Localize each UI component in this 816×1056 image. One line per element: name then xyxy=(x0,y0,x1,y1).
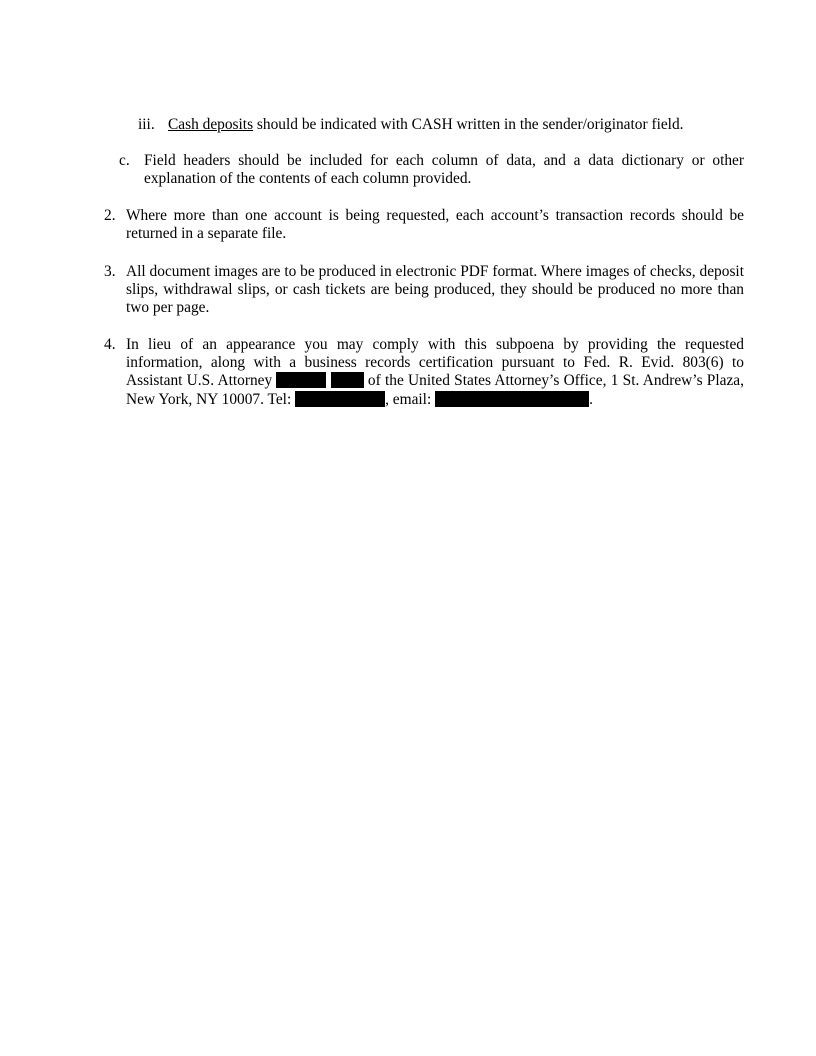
list-item-iii xyxy=(138,116,758,136)
redaction-block xyxy=(276,372,326,388)
item-marker: iii. xyxy=(138,116,155,133)
list-item-3 xyxy=(104,263,745,323)
item-text: Where more than one account is being requested, each account’s transaction records should be returned in a separate file. xyxy=(126,207,744,243)
redaction-block xyxy=(435,391,589,407)
item-marker: 2. xyxy=(104,207,116,224)
item-marker: 3. xyxy=(104,263,116,280)
list-item-2 xyxy=(104,207,745,247)
list-item-4 xyxy=(104,336,745,416)
item-text: Field headers should be included for each column of data, and a data dictionary or other explanation of the contents of each column provided. xyxy=(144,152,744,188)
cash-deposits-underlined: Cash deposits xyxy=(168,116,254,133)
item-text xyxy=(168,116,758,134)
item-marker: 4. xyxy=(104,336,116,353)
redaction-block xyxy=(331,372,364,388)
list-item-c xyxy=(119,152,745,192)
item-marker: c. xyxy=(119,152,130,169)
item-text: All document images are to be produced in electronic PDF format. Where images of checks, deposit slips, withdrawal slips, or cash tickets are being produced, they should be produced no more than two per page. xyxy=(126,263,744,317)
item-text-rest: should be indicated with CASH written in the sender/originator field. xyxy=(253,116,684,133)
item-text: In lieu of an appearance you may comply with this subpoena by providing the requested information, along with a business records certification pursuant to Fed. R. Evid. 803(6) to Assistant U.S. Attorney of the United States Attorney’s Office, 1 St. Andrew’s Plaza, New York, NY 10007. Tel: , email: . xyxy=(126,336,744,408)
redaction-block xyxy=(295,391,385,407)
